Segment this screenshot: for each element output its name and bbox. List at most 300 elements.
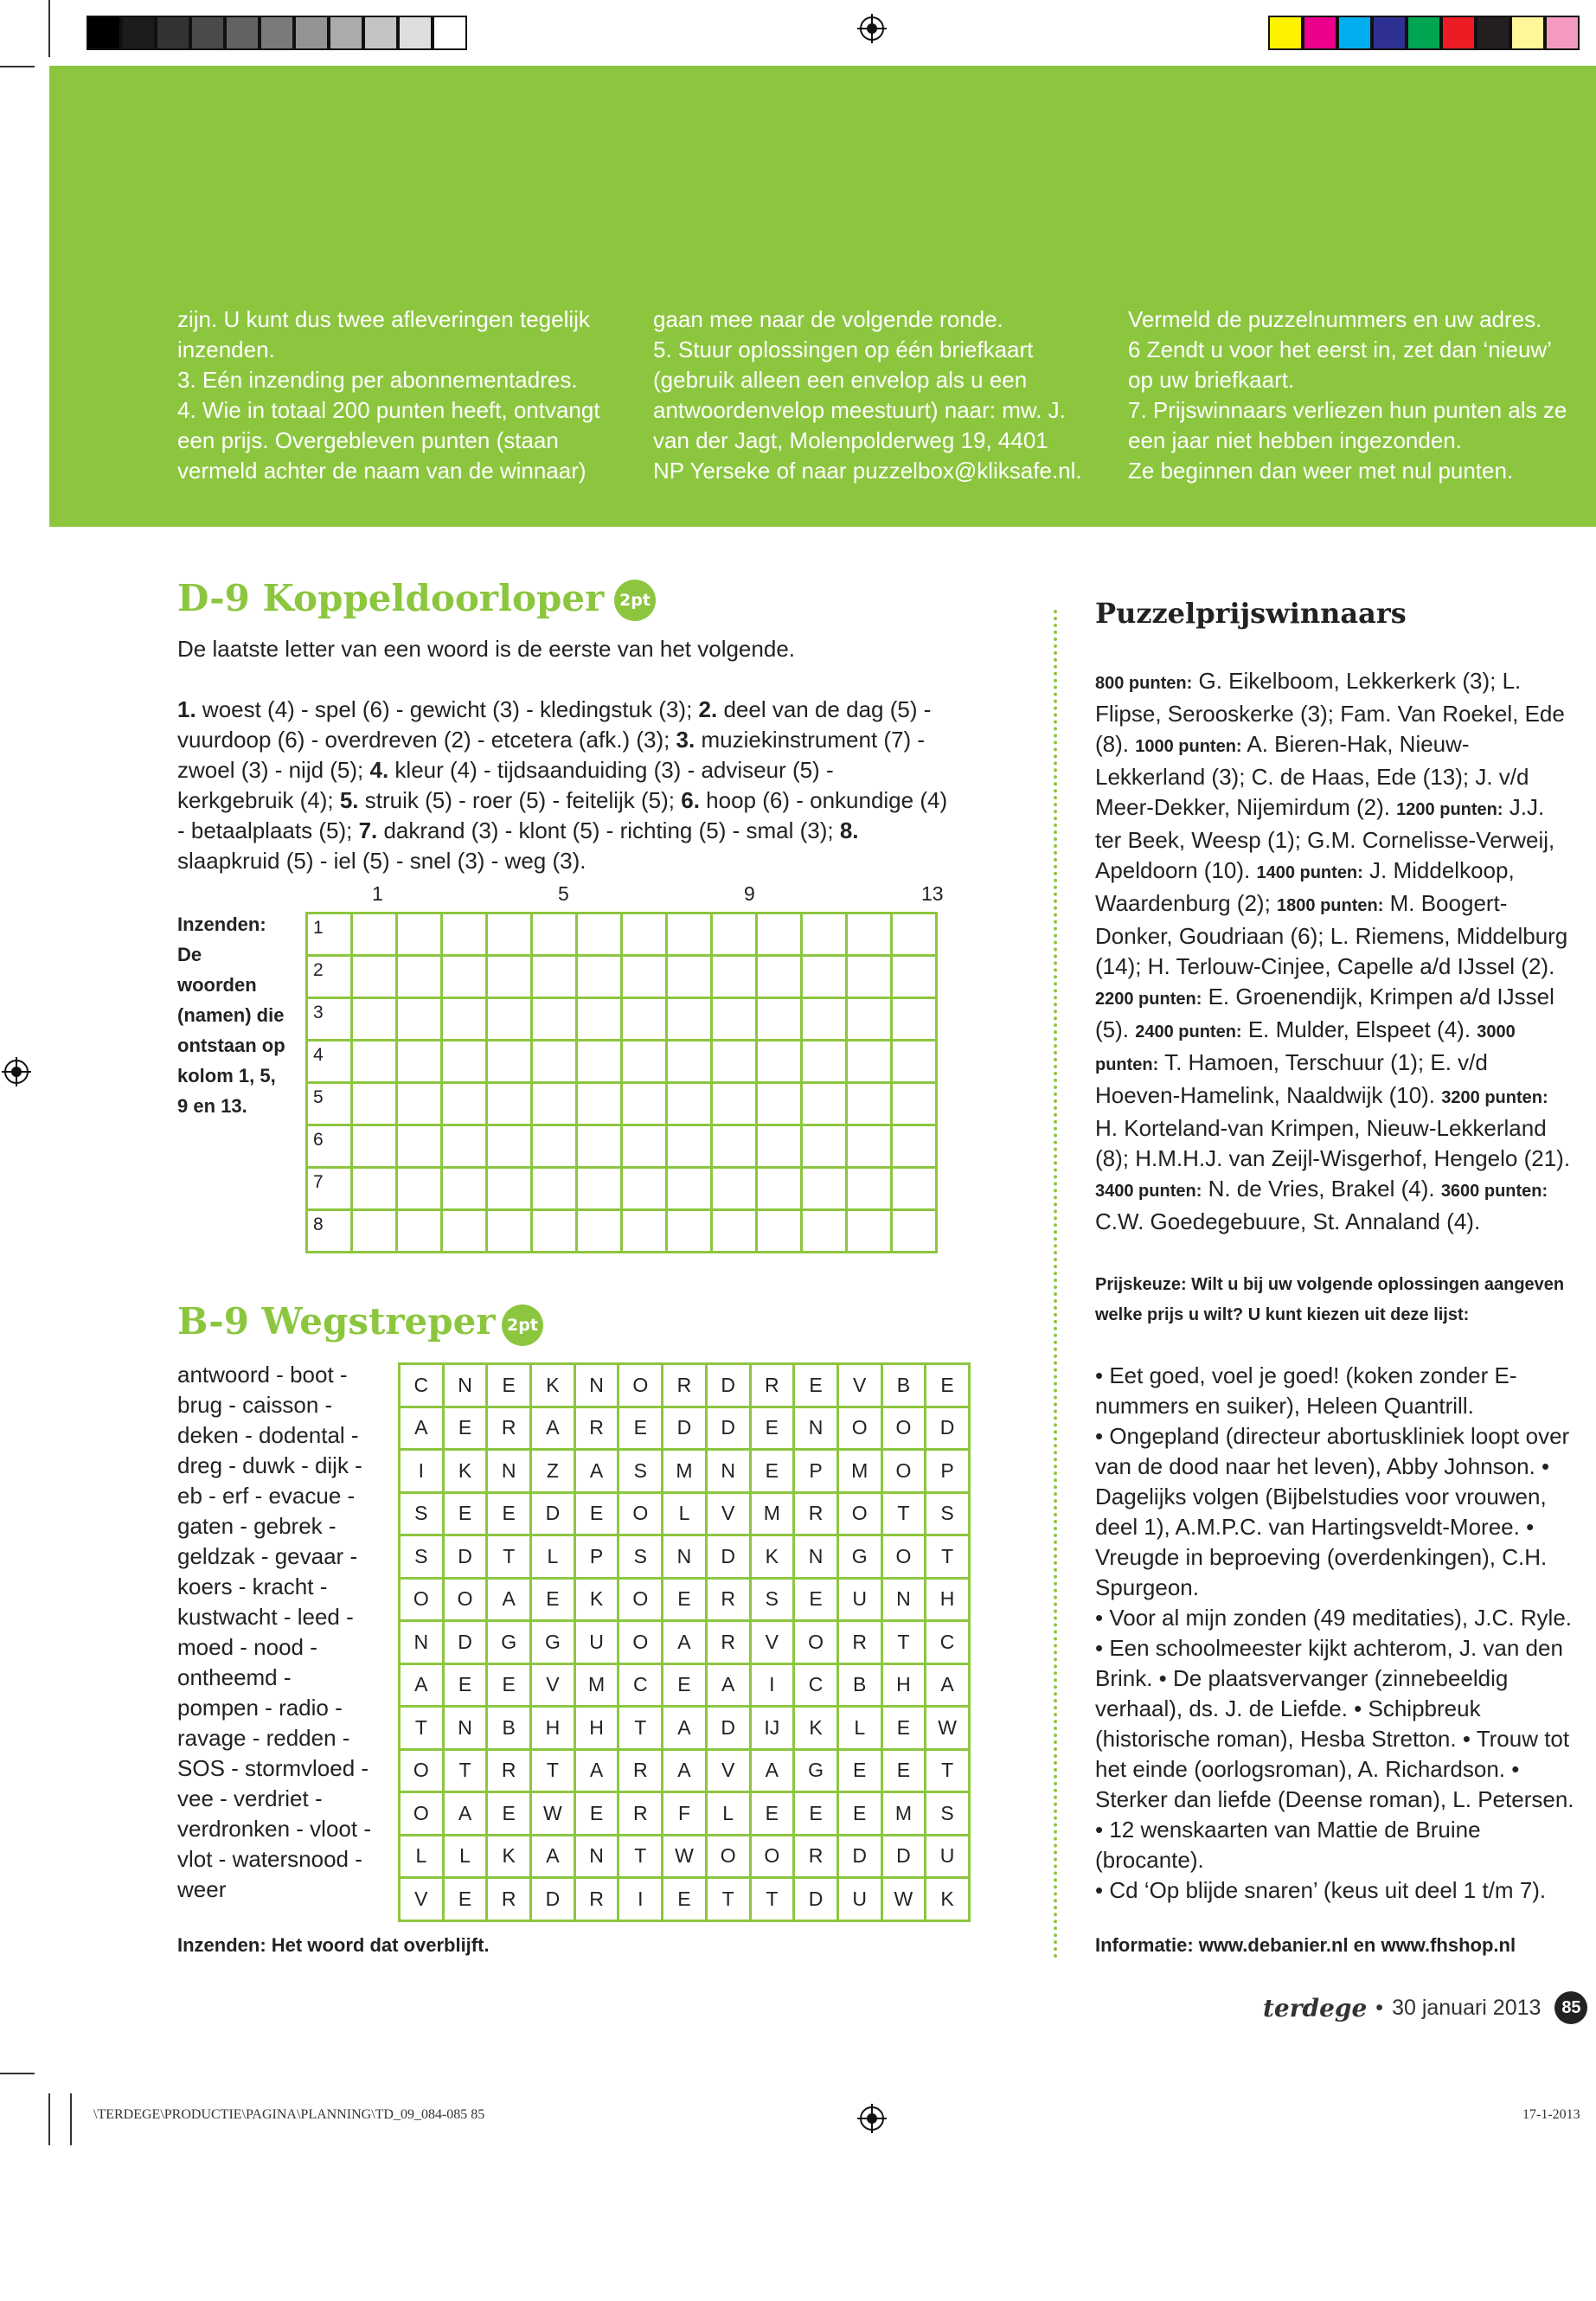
grid-cell (622, 1083, 667, 1125)
grid-cell (847, 913, 892, 956)
letter-cell: T (487, 1535, 531, 1579)
clue-number: 4. (369, 757, 389, 783)
b9-points-badge: 2pt (502, 1304, 543, 1346)
letter-cell: N (881, 1578, 926, 1621)
letter-cell: L (400, 1835, 444, 1878)
letter-cell: A (531, 1407, 575, 1450)
winners-title: Puzzelprijswinnaars (1095, 597, 1407, 630)
letter-cell: M (881, 1792, 926, 1836)
letter-cell: N (443, 1707, 487, 1750)
letter-cell: K (794, 1707, 838, 1750)
grid-cell (667, 913, 712, 956)
points-label: 3400 punten: (1095, 1182, 1202, 1201)
points-label: 1400 punten: (1256, 863, 1363, 882)
letter-cell: S (926, 1792, 970, 1836)
letter-cell: E (443, 1663, 487, 1707)
col-number-13: 13 (921, 882, 944, 905)
letter-cell: M (574, 1663, 619, 1707)
grid-cell (487, 1041, 532, 1083)
grid-cell (802, 956, 847, 998)
footer-path: \TERDEGE\PRODUCTIE\PAGINA\PLANNING\TD_09_084-085 85 (93, 2107, 485, 2122)
registration-mark-icon (857, 2104, 887, 2133)
letter-cell: M (837, 1450, 881, 1493)
grid-cell (397, 1083, 442, 1125)
clue-number: 3. (676, 727, 695, 753)
letter-cell: T (619, 1707, 663, 1750)
letter-cell: F (663, 1792, 707, 1836)
letter-cell: T (400, 1707, 444, 1750)
grid-cell (667, 998, 712, 1041)
grid-cell (892, 1083, 937, 1125)
letter-cell: N (400, 1621, 444, 1664)
calibration-swatch (87, 16, 121, 50)
grid-cell (532, 998, 577, 1041)
letter-cell: K (531, 1364, 575, 1407)
calibration-swatch (1268, 16, 1303, 50)
winner-names: M. Boogert-Donker, Goudriaan (6); L. Riemens, Middelburg (14); H. Terlouw-Cinjee, Capelle a/d IJssel (2). (1095, 890, 1568, 979)
grid-cell (622, 1210, 667, 1253)
grid-cell (532, 956, 577, 998)
letter-cell: U (926, 1835, 970, 1878)
grid-cell (577, 956, 622, 998)
letter-cell: A (926, 1663, 970, 1707)
grid-cell (532, 1210, 577, 1253)
letter-cell: B (487, 1707, 531, 1750)
col-number-1: 1 (372, 882, 383, 905)
letter-cell: D (443, 1621, 487, 1664)
grid-cell (802, 1210, 847, 1253)
grid-cell (712, 1168, 757, 1210)
letter-cell: Z (531, 1450, 575, 1493)
grid-cell (397, 913, 442, 956)
letter-cell: E (487, 1663, 531, 1707)
grid-cell (352, 913, 397, 956)
clue-text: woest (4) - spel (6) - gewicht (3) - kledingstuk (3); (195, 696, 699, 722)
clue-text: slaapkruid (5) - iel (5) - snel (3) - weg (3). (177, 848, 586, 874)
grid-cell (712, 1210, 757, 1253)
grid-cell (487, 913, 532, 956)
grid-cell (892, 956, 937, 998)
letter-cell: O (619, 1492, 663, 1535)
crop-mark (48, 2093, 50, 2145)
letter-cell: T (443, 1749, 487, 1792)
letter-cell: D (443, 1535, 487, 1579)
grid-cell (397, 1168, 442, 1210)
grid-cell (757, 1125, 802, 1168)
letter-cell: R (487, 1407, 531, 1450)
grid-cell (442, 998, 487, 1041)
grid-cell (577, 998, 622, 1041)
registration-mark-icon (857, 14, 887, 43)
letter-cell: R (487, 1878, 531, 1921)
points-label: 3600 punten: (1440, 1182, 1548, 1201)
letter-cell: I (400, 1450, 444, 1493)
grid-cell (667, 956, 712, 998)
letter-cell: G (794, 1749, 838, 1792)
grid-cell (397, 1041, 442, 1083)
letter-cell: E (619, 1407, 663, 1450)
grid-cell (847, 956, 892, 998)
letter-cell: E (926, 1364, 970, 1407)
grid-cell (577, 1210, 622, 1253)
grid-cell (352, 1083, 397, 1125)
grid-cell (847, 1041, 892, 1083)
letter-cell: H (926, 1578, 970, 1621)
koppeldoorloper-grid (305, 912, 938, 1253)
grid-cell (712, 998, 757, 1041)
d9-clues (177, 695, 956, 876)
letter-cell: D (706, 1707, 750, 1750)
grid-cell (847, 1210, 892, 1253)
calibration-swatch (398, 16, 433, 50)
calibration-swatch (1441, 16, 1476, 50)
grid-cell (487, 1083, 532, 1125)
winner-names: J. Middelkoop, Waardenburg (2); (1095, 857, 1515, 916)
letter-cell: D (926, 1407, 970, 1450)
letter-cell: K (443, 1450, 487, 1493)
grid-cell (577, 1083, 622, 1125)
calibration-swatch (329, 16, 363, 50)
row-number: 4 (307, 1041, 352, 1083)
letter-cell: U (837, 1578, 881, 1621)
grid-cell (802, 1125, 847, 1168)
letter-cell: E (881, 1749, 926, 1792)
d9-points-badge: 2pt (614, 580, 656, 621)
letter-cell: E (794, 1578, 838, 1621)
grid-cell (757, 1083, 802, 1125)
grid-cell (892, 1168, 937, 1210)
letter-cell: T (750, 1878, 794, 1921)
clue-number: 6. (681, 787, 700, 813)
points-label: 2200 punten: (1095, 990, 1202, 1009)
row-number: 1 (307, 913, 352, 956)
letter-cell: A (706, 1663, 750, 1707)
folio-separator: • (1375, 1995, 1384, 2020)
grid-cell (712, 1125, 757, 1168)
letter-cell: D (706, 1407, 750, 1450)
grid-cell (622, 956, 667, 998)
folio (1263, 1991, 1587, 2024)
winner-names: G. Eikelboom, Lekkerkerk (3); L. Flipse, Serooskerke (3); Fam. Van Roekel, Ede (8). (1095, 668, 1565, 757)
letter-cell: E (750, 1792, 794, 1836)
clue-number: 5. (339, 787, 359, 813)
letter-cell: E (794, 1792, 838, 1836)
grid-cell (622, 1125, 667, 1168)
grid-cell (847, 998, 892, 1041)
winners-list (1095, 666, 1575, 1237)
letter-cell: E (443, 1878, 487, 1921)
grid-cell (442, 1210, 487, 1253)
info-links: Informatie: www.debanier.nl en www.fhshop.nl (1095, 1934, 1516, 1956)
calibration-swatch (260, 16, 294, 50)
letter-cell: P (794, 1450, 838, 1493)
letter-cell: W (663, 1835, 707, 1878)
row-number: 3 (307, 998, 352, 1041)
letter-cell: D (706, 1364, 750, 1407)
winner-names: E. Groenendijk, Krimpen a/d IJssel (5). (1095, 984, 1554, 1042)
grid-cell (847, 1168, 892, 1210)
letter-cell: L (837, 1707, 881, 1750)
letter-cell: S (750, 1578, 794, 1621)
crop-mark (0, 2073, 35, 2074)
letter-cell: O (400, 1792, 444, 1836)
grid-cell (757, 998, 802, 1041)
footer-date: 17-1-2013 (1522, 2107, 1580, 2122)
grid-cell (397, 1125, 442, 1168)
letter-cell: G (837, 1535, 881, 1579)
grid-cell (352, 956, 397, 998)
gray-calibration-bar (87, 16, 467, 50)
grid-cell (577, 1168, 622, 1210)
grid-cell (757, 1041, 802, 1083)
letter-cell: S (400, 1535, 444, 1579)
letter-cell: O (443, 1578, 487, 1621)
points-label: 3000 punten: (1095, 1022, 1516, 1074)
grid-cell (892, 998, 937, 1041)
letter-cell: R (794, 1492, 838, 1535)
letter-cell: W (926, 1707, 970, 1750)
grid-cell (487, 1125, 532, 1168)
letter-cell: A (750, 1749, 794, 1792)
letter-cell: A (400, 1407, 444, 1450)
letter-cell: A (487, 1578, 531, 1621)
letter-cell: D (881, 1835, 926, 1878)
issue-date: 30 januari 2013 (1392, 1995, 1542, 2020)
calibration-swatch (433, 16, 467, 50)
letter-cell: E (750, 1407, 794, 1450)
grid-cell (577, 1041, 622, 1083)
letter-cell: U (837, 1878, 881, 1921)
grid-cell (712, 1041, 757, 1083)
b9-word-list: antwoord - boot - brug - caisson - deken - dodental - dreg - duwk - dijk - eb - erf - evacue - gaten - gebrek - geldzak - gevaar - koers - kracht - kustwacht - leed - moed - nood - ontheemd - pompen - radio - ravage - redden - SOS - stormvloed - vee - verdriet - verdronken - vloot - vlot - watersnood - weer (177, 1362, 371, 1902)
letter-cell: T (531, 1749, 575, 1792)
clue-text: kleur (4) - tijdsaanduiding (3) - adviseur (5) - kerkgebruik (4); (177, 757, 834, 813)
letter-cell: A (663, 1621, 707, 1664)
grid-cell (532, 1168, 577, 1210)
calibration-swatch (1303, 16, 1337, 50)
letter-cell: T (926, 1535, 970, 1579)
wegstreper-grid (398, 1362, 971, 1922)
letter-cell: O (619, 1621, 663, 1664)
grid-cell (802, 1168, 847, 1210)
letter-cell: O (619, 1578, 663, 1621)
clue-text: dakrand (3) - klont (5) - richting (5) - smal (3); (377, 817, 840, 843)
letter-cell: T (619, 1835, 663, 1878)
grid-cell (757, 1210, 802, 1253)
letter-cell: D (531, 1492, 575, 1535)
row-number: 5 (307, 1083, 352, 1125)
crop-mark (0, 66, 35, 67)
col-number-9: 9 (744, 882, 755, 905)
letter-cell: P (574, 1535, 619, 1579)
winner-names: A. Bieren-Hak, Nieuw-Lekkerland (3); C. de Haas, Ede (13); J. v/d Meer-Dekker, Nijemirdum (2). (1095, 731, 1529, 820)
clue-text: muziekinstrument (7) - zwoel (3) - nijd (5); (177, 727, 926, 783)
grid-cell (667, 1083, 712, 1125)
points-label: 1000 punten: (1135, 737, 1242, 756)
grid-cell (847, 1125, 892, 1168)
calibration-swatch (1476, 16, 1510, 50)
letter-cell: E (487, 1364, 531, 1407)
letter-cell: M (663, 1450, 707, 1493)
grid-cell (352, 1125, 397, 1168)
winner-names: N. de Vries, Brakel (4). (1202, 1176, 1441, 1202)
letter-cell: L (443, 1835, 487, 1878)
letter-cell: P (926, 1450, 970, 1493)
letter-cell: C (926, 1621, 970, 1664)
letter-cell: R (663, 1364, 707, 1407)
registration-mark-icon (2, 1057, 31, 1086)
letter-cell: N (794, 1407, 838, 1450)
letter-cell: E (443, 1407, 487, 1450)
grid-cell (622, 1168, 667, 1210)
letter-cell: O (400, 1578, 444, 1621)
letter-cell: R (750, 1364, 794, 1407)
clue-number: 1. (177, 696, 196, 722)
crop-mark (70, 2093, 72, 2145)
grid-cell (397, 1210, 442, 1253)
letter-cell: G (531, 1621, 575, 1664)
winner-names: T. Hamoen, Terschuur (1); E. v/d Hoeven-Hamelink, Naaldwijk (10). (1095, 1049, 1488, 1108)
letter-cell: V (531, 1663, 575, 1707)
grid-cell (622, 913, 667, 956)
grid-cell (532, 1041, 577, 1083)
letter-cell: E (574, 1792, 619, 1836)
letter-cell: D (706, 1535, 750, 1579)
letter-cell: A (663, 1707, 707, 1750)
letter-cell: L (663, 1492, 707, 1535)
letter-cell: H (881, 1663, 926, 1707)
letter-cell: E (443, 1492, 487, 1535)
column-divider (1054, 610, 1057, 1959)
grid-cell (442, 1125, 487, 1168)
points-label: 2400 punten: (1135, 1022, 1242, 1042)
letter-cell: E (750, 1450, 794, 1493)
prize-intro: Prijskeuze: Wilt u bij uw volgende oplossingen aangeven welke prijs u wilt? U kunt kiezen uit deze lijst: (1095, 1275, 1565, 1324)
grid-cell (802, 998, 847, 1041)
letter-cell: R (619, 1749, 663, 1792)
letter-cell: O (794, 1621, 838, 1664)
letter-cell: A (663, 1749, 707, 1792)
row-number: 7 (307, 1168, 352, 1210)
grid-cell (352, 998, 397, 1041)
grid-cell (892, 1041, 937, 1083)
clue-number: 7. (358, 817, 378, 843)
d9-title: D-9 Koppeldoorloper (177, 577, 605, 619)
col-number-5: 5 (558, 882, 569, 905)
grid-cell (712, 1083, 757, 1125)
grid-cell (802, 913, 847, 956)
letter-cell: E (487, 1792, 531, 1836)
letter-cell: S (619, 1535, 663, 1579)
letter-cell: E (881, 1707, 926, 1750)
letter-cell: M (750, 1492, 794, 1535)
grid-cell (622, 998, 667, 1041)
grid-cell (667, 1041, 712, 1083)
grid-cell (487, 998, 532, 1041)
grid-cell (487, 1168, 532, 1210)
clue-number: 8. (839, 817, 859, 843)
rules-col-2: gaan mee naar de volgende ronde. 5. Stuur oplossingen op één briefkaart (gebruik alleen een envelop als u een antwoordenvelop meestuurt) naar: mw. J. van der Jagt, Molenpolderweg 19, 4401 NP Yerseke of naar puzzelbox@kliksafe.nl. (653, 306, 1082, 484)
grid-cell (442, 956, 487, 998)
letter-cell: E (837, 1792, 881, 1836)
letter-cell: R (794, 1835, 838, 1878)
grid-cell (352, 1168, 397, 1210)
letter-cell: A (574, 1450, 619, 1493)
letter-cell: O (837, 1492, 881, 1535)
b9-title: B-9 Wegstreper (177, 1300, 496, 1343)
grid-cell (442, 1083, 487, 1125)
letter-cell: R (706, 1578, 750, 1621)
letter-cell: C (794, 1663, 838, 1707)
letter-cell: N (574, 1364, 619, 1407)
letter-cell: A (400, 1663, 444, 1707)
letter-cell: K (926, 1878, 970, 1921)
calibration-swatch (294, 16, 329, 50)
letter-cell: N (663, 1535, 707, 1579)
letter-cell: K (574, 1578, 619, 1621)
letter-cell: T (881, 1621, 926, 1664)
grid-cell (892, 1125, 937, 1168)
grid-cell (532, 913, 577, 956)
letter-cell: E (531, 1578, 575, 1621)
letter-cell: R (574, 1407, 619, 1450)
letter-cell: T (926, 1749, 970, 1792)
letter-cell: E (487, 1492, 531, 1535)
letter-cell: D (663, 1407, 707, 1450)
letter-cell: D (794, 1878, 838, 1921)
grid-cell (712, 913, 757, 956)
grid-cell (397, 998, 442, 1041)
letter-cell: U (574, 1621, 619, 1664)
grid-cell (667, 1125, 712, 1168)
grid-cell (667, 1168, 712, 1210)
row-number: 2 (307, 956, 352, 998)
rules-col-3: Vermeld de puzzelnummers en uw adres. 6 Zendt u voor het eerst in, zet dan ‘nieuw’ op uw briefkaart. 7. Prijswinnaars verliezen hun punten als ze een jaar niet hebben ingezonden. Ze beginnen dan weer met nul punten. (1128, 306, 1567, 484)
grid-cell (442, 913, 487, 956)
clue-text: hoop (6) - onkundige (4) - betaalplaats (5); (177, 787, 948, 843)
grid-cell (892, 913, 937, 956)
letter-cell: O (881, 1450, 926, 1493)
page-number: 85 (1554, 1991, 1587, 2024)
letter-cell: N (794, 1535, 838, 1579)
grid-cell (577, 913, 622, 956)
grid-cell (487, 956, 532, 998)
grid-cell (757, 1168, 802, 1210)
letter-cell: A (531, 1835, 575, 1878)
letter-cell: R (487, 1749, 531, 1792)
clue-text: struik (5) - roer (5) - feitelijk (5); (358, 787, 682, 813)
letter-cell: W (531, 1792, 575, 1836)
grid-cell (667, 1210, 712, 1253)
d9-intro: De laatste letter van een woord is de eerste van het volgende. (177, 636, 795, 662)
grid-cell (442, 1041, 487, 1083)
letter-cell: O (619, 1364, 663, 1407)
letter-cell: L (706, 1792, 750, 1836)
letter-cell: A (443, 1792, 487, 1836)
letter-cell: E (794, 1364, 838, 1407)
letter-cell: E (663, 1663, 707, 1707)
points-label: 3200 punten: (1441, 1088, 1548, 1107)
grid-cell (712, 956, 757, 998)
clue-text: deel van de dag (5) - vuurdoop (6) - overdreven (2) - etcetera (afk.) (3); (177, 696, 932, 753)
grid-cell (802, 1041, 847, 1083)
grid-cell (892, 1210, 937, 1253)
letter-cell: N (574, 1835, 619, 1878)
letter-cell: E (837, 1749, 881, 1792)
d9-submit: Inzenden: De woorden (namen) die ontstaan op kolom 1, 5, 9 en 13. (177, 913, 285, 1117)
letter-cell: H (574, 1707, 619, 1750)
color-calibration-bar (1268, 16, 1580, 50)
